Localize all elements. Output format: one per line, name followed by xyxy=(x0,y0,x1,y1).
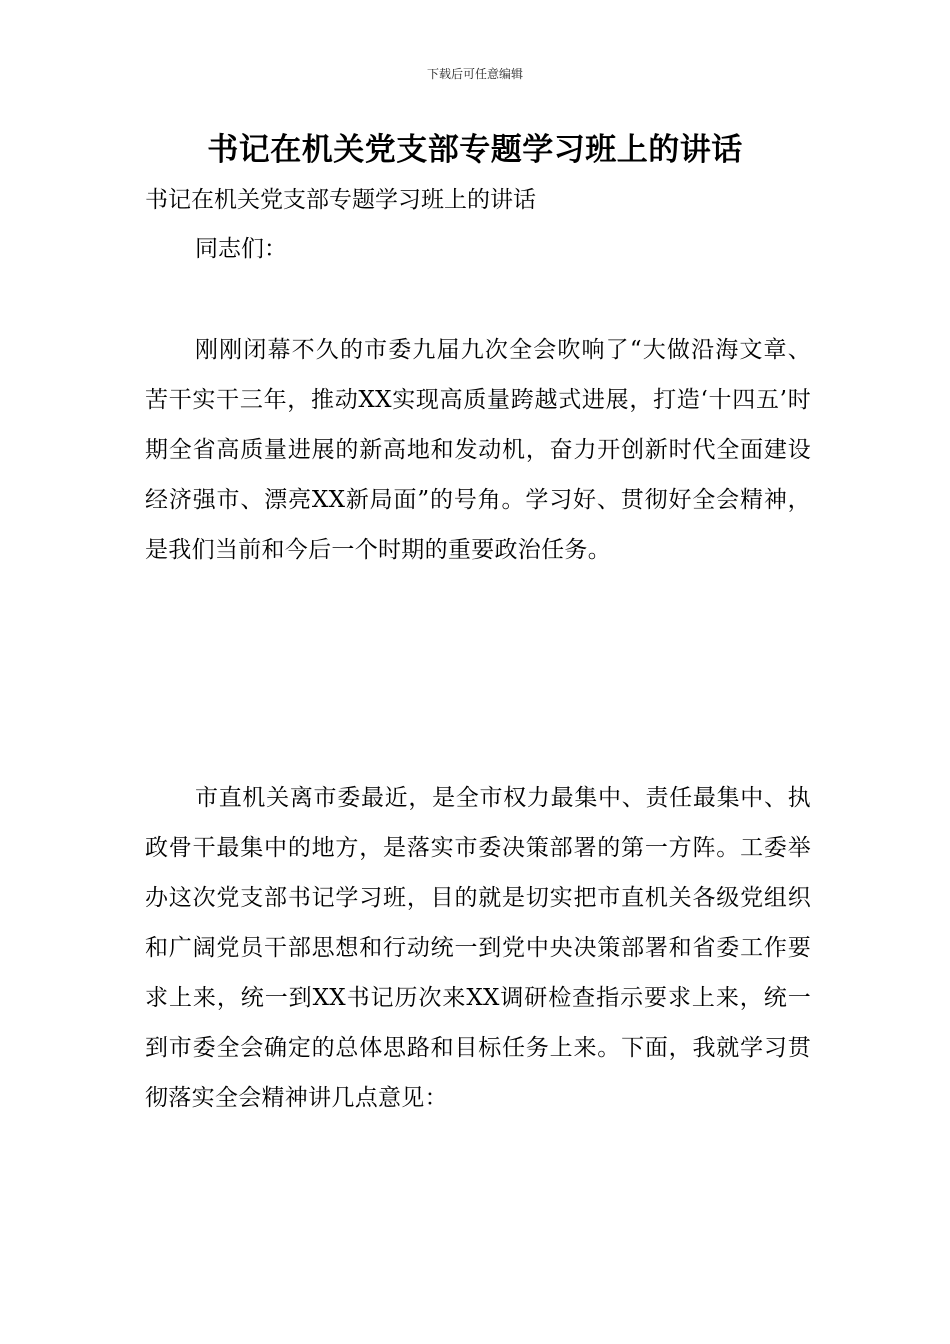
document-title: 书记在机关党支部专题学习班上的讲话 xyxy=(207,132,743,168)
document-subtitle: 书记在机关党支部专题学习班上的讲话 xyxy=(145,187,536,213)
body-paragraph-1: 刚刚闭幕不久的市委九届九次全会吹响了“大做沿海文章、苦干实干三年，推动XX实现高质量跨越式进展，打造‘十四五’时期全省高质量进展的新高地和发动机，奋力开创新时代全面建设经济强市、漂亮XX新局面”的号角。学习好、贯彻好全会精神，是我们当前和今后一个时期的重要政治任务。 xyxy=(145,337,811,563)
page-header-note: 下载后可任意编辑 xyxy=(426,67,523,81)
salutation: 同志们： xyxy=(195,236,287,262)
body-paragraph-2: 市直机关离市委最近，是全市权力最集中、责任最集中、执政骨干最集中的地方，是落实市委决策部署的第一方阵。工委举办这次党支部书记学习班，目的就是切实把市直机关各级党组织和广阔党员干部思想和行动统一到党中央决策部署和省委工作要求上来，统一到XX书记历次来XX调研检查指示要求上来，统一到市委全会确定的总体思路和目标任务上来。下面，我就学习贯彻落实全会精神讲几点意见： xyxy=(145,785,811,1111)
